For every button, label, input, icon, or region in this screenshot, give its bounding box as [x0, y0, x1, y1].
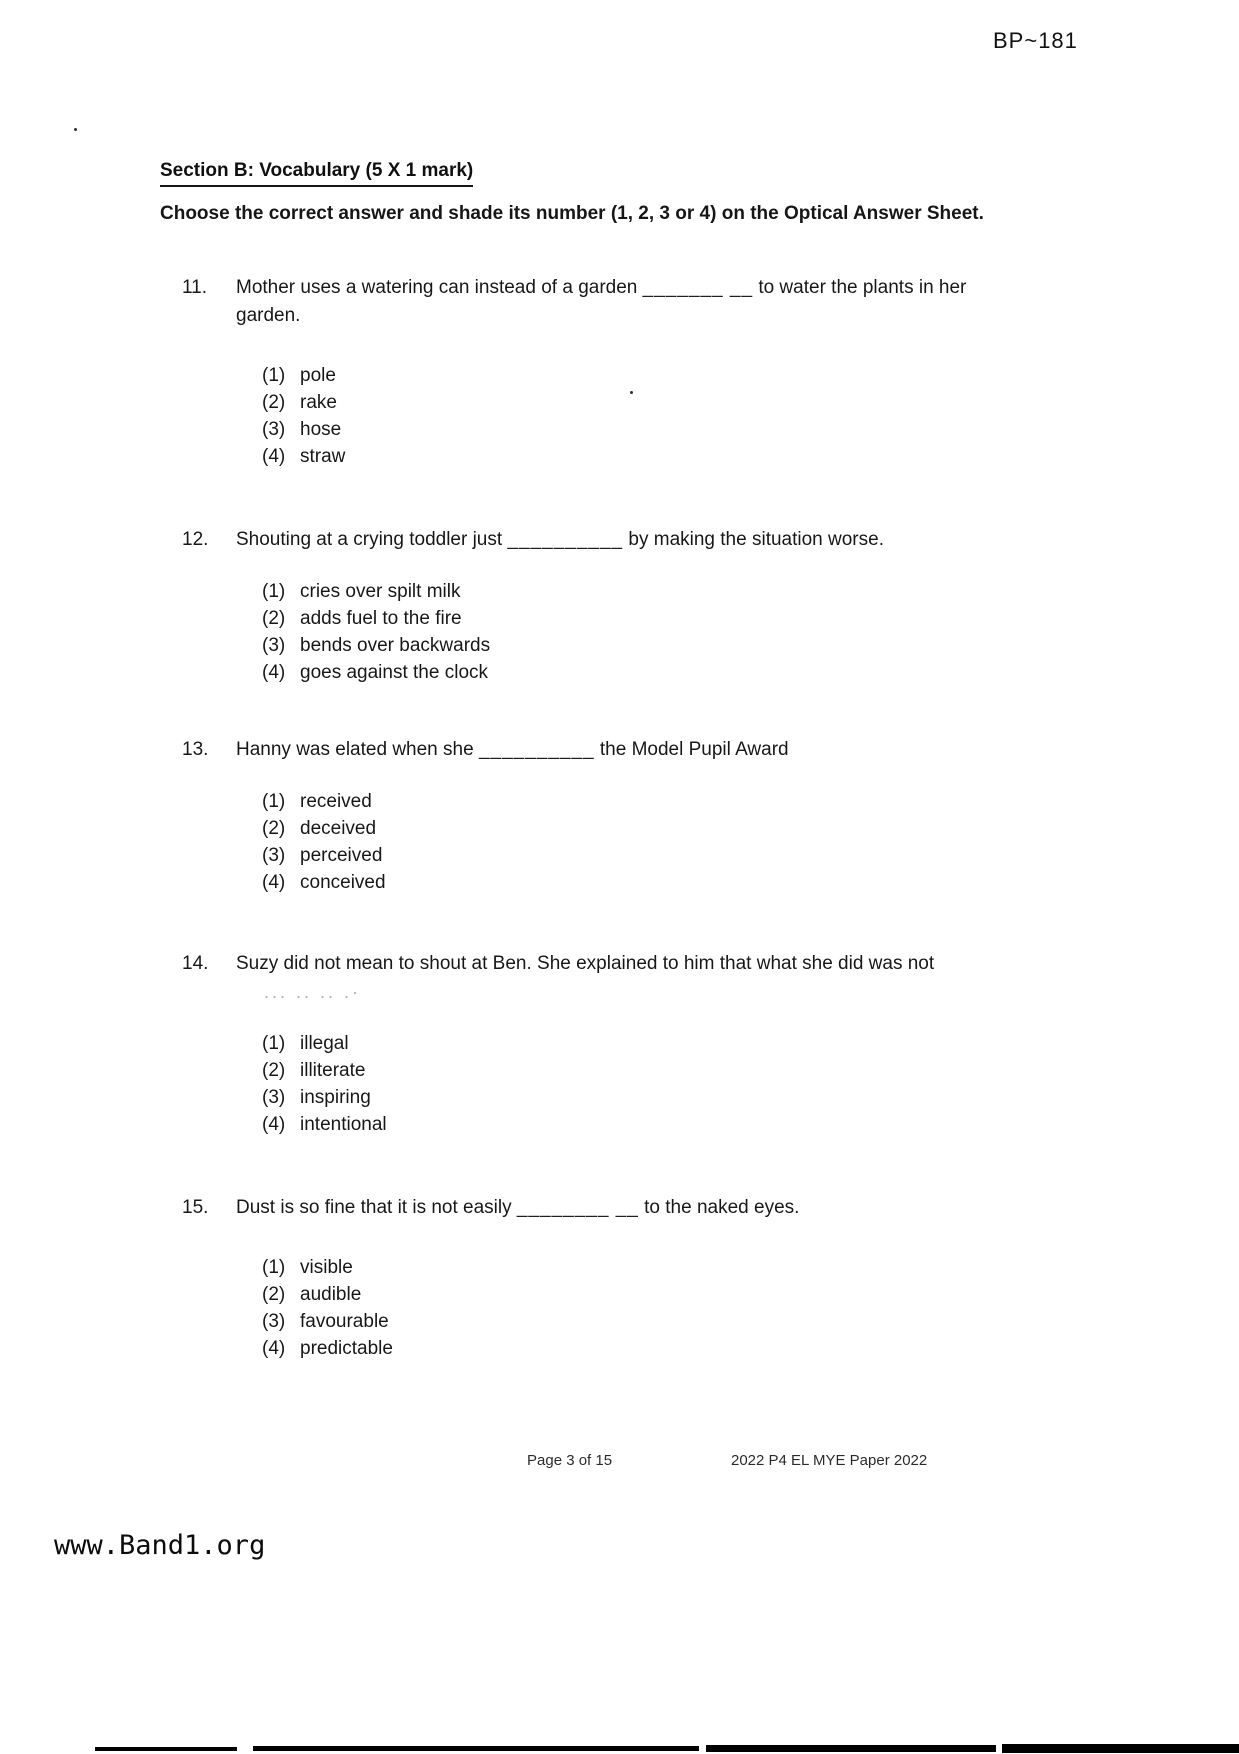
option-label: (4) [262, 872, 286, 893]
option-text: received [300, 791, 372, 812]
stem-blank: __________ [478, 739, 595, 760]
option-text: deceived [300, 818, 377, 839]
option-text: straw [300, 446, 346, 467]
option-label: (4) [262, 662, 286, 683]
option-row [262, 659, 1026, 686]
option-row [262, 362, 1026, 389]
option-row [262, 389, 1026, 416]
doc-code: BP~181 [993, 28, 1078, 53]
option-row [262, 632, 1026, 659]
option-text: illiterate [300, 1060, 366, 1081]
scan-artifact-bar [253, 1746, 699, 1751]
option-row [262, 815, 1026, 842]
question-14 [160, 950, 1020, 1138]
question-13 [160, 736, 1020, 896]
question-number: 14. [182, 953, 209, 974]
option-text: inspiring [300, 1087, 371, 1108]
option-label: (2) [262, 608, 286, 629]
option-text: intentional [300, 1114, 387, 1135]
option-label: (3) [262, 635, 286, 656]
question-stem: Suzy did not mean to shout at Ben. She explained to him that what she did was not [236, 953, 935, 974]
option-text: cries over spilt milk [300, 581, 461, 602]
option-text: adds fuel to the fire [300, 608, 462, 629]
option-row [262, 869, 1026, 896]
option-row [262, 1030, 1026, 1057]
scan-speck [74, 128, 77, 131]
option-label: (1) [262, 581, 286, 602]
option-row [262, 1335, 1026, 1362]
option-row [262, 1084, 1026, 1111]
stem-blank: ________ __ [516, 1197, 639, 1218]
option-row [262, 605, 1026, 632]
option-label: (2) [262, 818, 286, 839]
section-b-content [160, 160, 1020, 1362]
option-label: (1) [262, 365, 286, 386]
option-row [262, 1057, 1026, 1084]
options-list [236, 1030, 1026, 1138]
option-row [262, 842, 1026, 869]
option-label: (1) [262, 1033, 286, 1054]
option-text: hose [300, 419, 342, 440]
options-list [236, 1254, 1026, 1362]
option-label: (4) [262, 1114, 286, 1135]
option-label: (4) [262, 1338, 286, 1359]
option-label: (1) [262, 791, 286, 812]
question-number: 15. [182, 1197, 209, 1218]
scan-artifact-bar [706, 1745, 996, 1752]
question-12 [160, 526, 1020, 686]
option-text: illegal [300, 1033, 349, 1054]
option-label: (1) [262, 1257, 286, 1278]
question-stem: Shouting at a crying toddler just __________ by making the situation worse. [236, 529, 884, 550]
option-label: (3) [262, 419, 286, 440]
question-11 [160, 274, 1020, 470]
section-heading: Section B: Vocabulary (5 X 1 mark) [160, 160, 473, 187]
option-row [262, 1281, 1026, 1308]
option-label: (2) [262, 1284, 286, 1305]
option-row [262, 1254, 1026, 1281]
option-text: conceived [300, 872, 386, 893]
footer-paper-title: 2022 P4 EL MYE Paper 2022 [731, 1452, 928, 1469]
option-label: (2) [262, 1060, 286, 1081]
options-list [236, 788, 1026, 896]
watermark: www.Band1.org [54, 1530, 266, 1561]
option-text: rake [300, 392, 337, 413]
question-number: 11. [182, 277, 208, 298]
question-number: 12. [182, 529, 209, 550]
option-label: (2) [262, 392, 286, 413]
option-text: perceived [300, 845, 383, 866]
scan-artifact-bar [1002, 1744, 1239, 1753]
option-text: pole [300, 365, 336, 386]
option-text: predictable [300, 1338, 393, 1359]
options-list [236, 362, 1026, 470]
question-number: 13. [182, 739, 209, 760]
stem-blank-faded: ... .. .. .· [264, 982, 362, 1002]
option-label: (3) [262, 845, 286, 866]
option-text: favourable [300, 1311, 389, 1332]
option-label: (4) [262, 446, 286, 467]
section-instructions: Choose the correct answer and shade its number (1, 2, 3 or 4) on the Optical Answer Sheet. [160, 203, 984, 224]
option-row [262, 416, 1026, 443]
option-text: audible [300, 1284, 362, 1305]
scan-artifact-bar [95, 1747, 237, 1751]
question-15 [160, 1194, 1020, 1362]
options-list [236, 578, 1026, 686]
option-row [262, 578, 1026, 605]
question-stem: Dust is so fine that it is not easily ________ __ to the naked eyes. [236, 1197, 800, 1218]
footer-page-number: Page 3 of 15 [527, 1452, 613, 1469]
option-text: bends over backwards [300, 635, 491, 656]
option-row [262, 788, 1026, 815]
option-row [262, 1111, 1026, 1138]
stem-blank: __________ [507, 529, 624, 550]
question-stem: Hanny was elated when she __________ the Model Pupil Award [236, 739, 789, 760]
question-stem: Mother uses a watering can instead of a garden _______ __ to water the plants in her garden. [236, 277, 967, 326]
option-row [262, 443, 1026, 470]
option-label: (3) [262, 1311, 286, 1332]
option-text: goes against the clock [300, 662, 489, 683]
option-label: (3) [262, 1087, 286, 1108]
stem-blank: _______ __ [642, 277, 754, 298]
option-row [262, 1308, 1026, 1335]
option-text: visible [300, 1257, 353, 1278]
